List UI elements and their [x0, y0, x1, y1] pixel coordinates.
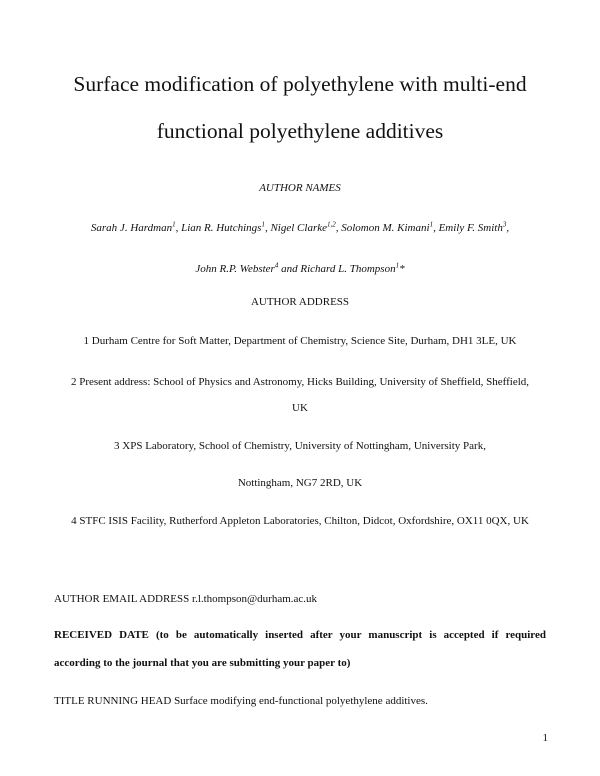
address-4: 4 STFC ISIS Facility, Rutherford Appleton Laboratories, Chilton, Didcot, Oxfordshire, OX11 0QX, UK — [71, 515, 529, 527]
received-date-line-1: RECEIVED DATE (to be automatically inserted after your manuscript is accepted if required — [54, 629, 546, 641]
sep: and — [278, 263, 301, 275]
affiliation: 1 — [261, 220, 265, 229]
title-line-1: Surface modification of polyethylene with multi-end — [73, 72, 527, 96]
page-number: 1 — [542, 732, 548, 744]
sep: , — [264, 222, 271, 234]
sep: , — [433, 222, 439, 234]
sep: , — [506, 222, 510, 234]
author: Nigel Clarke — [270, 222, 327, 234]
sep: * — [399, 263, 405, 275]
running-head-value: Surface modifying end-functional polyethylene additives. — [174, 695, 428, 707]
affiliation: 1 — [395, 261, 400, 270]
author: Solomon M. Kimani — [341, 222, 430, 234]
title-line-2: functional polyethylene additives — [156, 119, 444, 143]
address-3-cont: Nottingham, NG7 2RD, UK — [237, 477, 363, 489]
author-address-heading: AUTHOR ADDRESS — [250, 296, 350, 308]
author: John R.P. Webster — [195, 263, 275, 275]
address-2-cont: UK — [292, 402, 308, 414]
authors-line-2 — [0, 262, 600, 276]
author-email — [54, 592, 554, 606]
affiliation: 4 — [274, 261, 279, 270]
address-3: 3 XPS Laboratory, School of Chemistry, University of Nottingham, University Park, — [114, 440, 486, 452]
author: Emily F. Smith — [438, 222, 503, 234]
running-head-label: TITLE RUNNING HEAD — [54, 695, 172, 707]
email-value: r.l.thompson@durham.ac.uk — [192, 593, 318, 605]
running-head — [54, 694, 554, 708]
affiliation: 1,2 — [327, 220, 336, 229]
address-2: 2 Present address: School of Physics and Astronomy, Hicks Building, University of Sheffield, Sheffield, — [70, 376, 530, 388]
sep: , — [175, 222, 182, 234]
authors-line-1 — [0, 221, 600, 235]
affiliation: 1 — [429, 220, 434, 229]
address-1: 1 Durham Centre for Soft Matter, Department of Chemistry, Science Site, Durham, DH1 3LE, UK — [83, 335, 517, 347]
author: Sarah J. Hardman — [90, 222, 173, 234]
author-names-heading: AUTHOR NAMES — [259, 182, 341, 194]
affiliation: 1 — [172, 220, 176, 229]
author: Richard L. Thompson — [300, 263, 396, 275]
email-label: AUTHOR EMAIL ADDRESS — [54, 593, 190, 605]
affiliation: 3 — [502, 220, 507, 229]
received-date-line-2: according to the journal that you are submitting your paper to) — [54, 657, 351, 669]
sep: , — [335, 222, 342, 234]
author: Lian R. Hutchings — [181, 222, 262, 234]
